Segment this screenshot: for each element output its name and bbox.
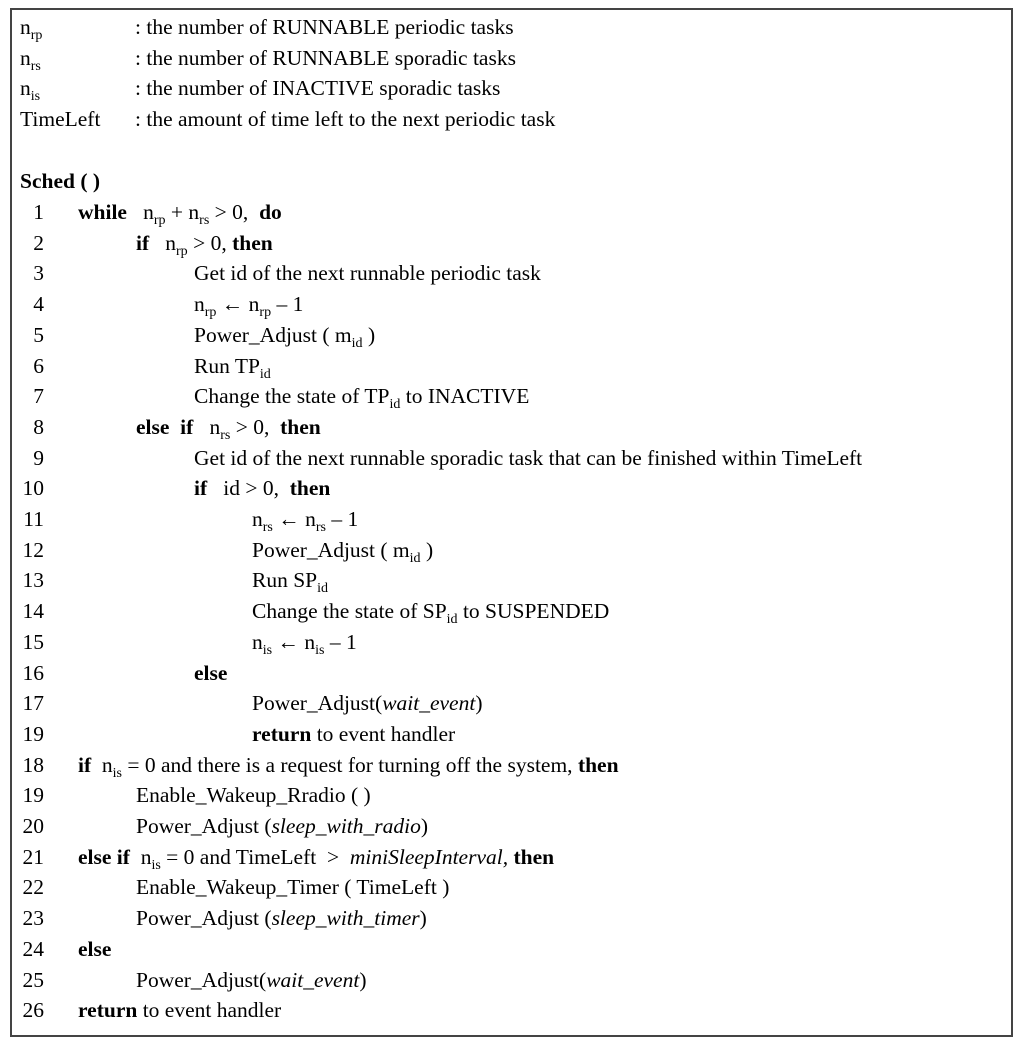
code-text: while $n_{rp} + n_{rs} > 0$, do — [78, 200, 282, 228]
line-number: 2 — [33, 230, 44, 255]
code-text: else — [78, 936, 112, 961]
definition-description: : the number of INACTIVE sporadic tasks — [135, 76, 501, 101]
code-text: else if $n_{is} = 0$ and TimeLeft > miniSleepInterval, then — [78, 844, 555, 873]
code-line — [12, 658, 1012, 688]
line-number: 15 — [22, 629, 44, 654]
code-line — [12, 750, 1012, 780]
code-text: Power_Adjust (sleep_with_timer) — [136, 906, 427, 931]
code-line — [12, 596, 1012, 626]
code-text: Enable_Wakeup_Rradio ( ) — [136, 783, 371, 808]
code-text: Power_Adjust (sleep_with_radio) — [136, 814, 429, 838]
code-line — [12, 811, 1012, 841]
algorithm-box — [10, 8, 1013, 1037]
definition-description: : the number of RUNNABLE periodic tasks — [135, 15, 514, 39]
line-number: 13 — [22, 568, 44, 593]
code-line — [12, 934, 1012, 964]
code-text: if $n_{rp} > 0$, then — [136, 230, 273, 259]
line-number: 5 — [33, 322, 44, 347]
code-text: Enable_Wakeup_Timer ( TimeLeft ) — [136, 875, 450, 900]
definition-term: TimeLeft — [20, 107, 101, 132]
code-line — [12, 197, 1012, 227]
line-number: 3 — [33, 261, 44, 286]
code-line — [12, 381, 1012, 411]
line-number: 9 — [33, 445, 44, 470]
line-number: 18 — [22, 752, 44, 777]
definition-description: : the amount of time left to the next periodic task — [135, 107, 556, 132]
code-text: Get id of the next runnable periodic task — [194, 261, 541, 286]
line-number: 20 — [22, 814, 44, 838]
code-text: if $n_{is} = 0$ and there is a request for turning off the system, then — [78, 752, 619, 781]
code-text: $n_{rp}$ ← $n_{rp} - 1$ — [194, 292, 304, 321]
code-line — [12, 504, 1012, 534]
definition-row — [12, 104, 1012, 134]
line-number: 17 — [22, 691, 44, 716]
function-name: Sched ( ) — [20, 169, 101, 193]
line-number: 21 — [22, 844, 44, 869]
definition-term: $n_{is}$ — [20, 76, 41, 105]
code-line — [12, 412, 1012, 442]
code-line — [12, 473, 1012, 503]
code-line — [12, 995, 1012, 1025]
code-text: if id > 0, then — [194, 476, 331, 501]
definition-term: $n_{rs}$ — [20, 45, 41, 74]
code-text: Power_Adjust ( $m_{id}$ ) — [252, 537, 434, 566]
code-line — [12, 258, 1012, 288]
function-header — [12, 166, 1012, 196]
code-line — [12, 872, 1012, 902]
definition-row — [12, 12, 1012, 42]
line-number: 14 — [22, 599, 44, 624]
line-number: 19 — [22, 783, 44, 808]
line-number: 6 — [33, 353, 44, 378]
code-line — [12, 228, 1012, 258]
definition-row — [12, 43, 1012, 73]
code-text: Power_Adjust(wait_event) — [136, 967, 367, 992]
code-line — [12, 535, 1012, 565]
line-number: 25 — [22, 967, 44, 992]
code-text: Power_Adjust(wait_event) — [252, 691, 483, 716]
code-text: Change the state of $SP_{id}$ to SUSPENDED — [252, 599, 610, 628]
code-line — [12, 289, 1012, 319]
code-line — [12, 320, 1012, 350]
line-number: 10 — [22, 476, 44, 501]
code-line — [12, 443, 1012, 473]
code-line — [12, 780, 1012, 810]
line-number: 4 — [33, 292, 44, 317]
line-number: 8 — [33, 414, 44, 439]
code-text: Run $TP_{id}$ — [194, 353, 271, 382]
line-number: 16 — [22, 660, 44, 685]
code-line — [12, 627, 1012, 657]
code-text: $n_{is}$ ← $n_{is} - 1$ — [252, 629, 357, 658]
definition-row — [12, 73, 1012, 103]
code-line — [12, 965, 1012, 995]
line-number: 22 — [22, 875, 44, 900]
line-number: 7 — [33, 384, 44, 409]
line-number: 19 — [22, 721, 44, 746]
line-number: 12 — [22, 537, 44, 562]
code-line — [12, 903, 1012, 933]
code-text: return to event handler — [78, 998, 282, 1023]
code-line — [12, 351, 1012, 381]
code-text: Power_Adjust ( $m_{id}$ ) — [194, 322, 376, 351]
line-number: 11 — [23, 507, 44, 531]
code-text: Get id of the next runnable sporadic task that can be finished within TimeLeft — [194, 445, 863, 470]
definition-term: $n_{rp}$ — [20, 15, 43, 43]
code-line — [12, 719, 1012, 749]
code-line — [12, 565, 1012, 595]
code-text: else — [194, 660, 228, 685]
definition-description: : the number of RUNNABLE sporadic tasks — [135, 45, 516, 70]
code-line — [12, 842, 1012, 872]
code-line — [12, 688, 1012, 718]
code-text: return to event handler — [252, 721, 456, 746]
code-text: Run $SP_{id}$ — [252, 568, 329, 597]
line-number: 26 — [22, 998, 44, 1023]
line-number: 24 — [22, 936, 44, 961]
line-number: 23 — [22, 906, 44, 931]
line-number: 1 — [33, 200, 44, 224]
code-text: $n_{rs}$ ← $n_{rs} - 1$ — [252, 507, 359, 535]
code-text: else if $n_{rs} > 0$, then — [136, 414, 321, 443]
code-text: Change the state of $TP_{id}$ to INACTIVE — [194, 384, 530, 413]
